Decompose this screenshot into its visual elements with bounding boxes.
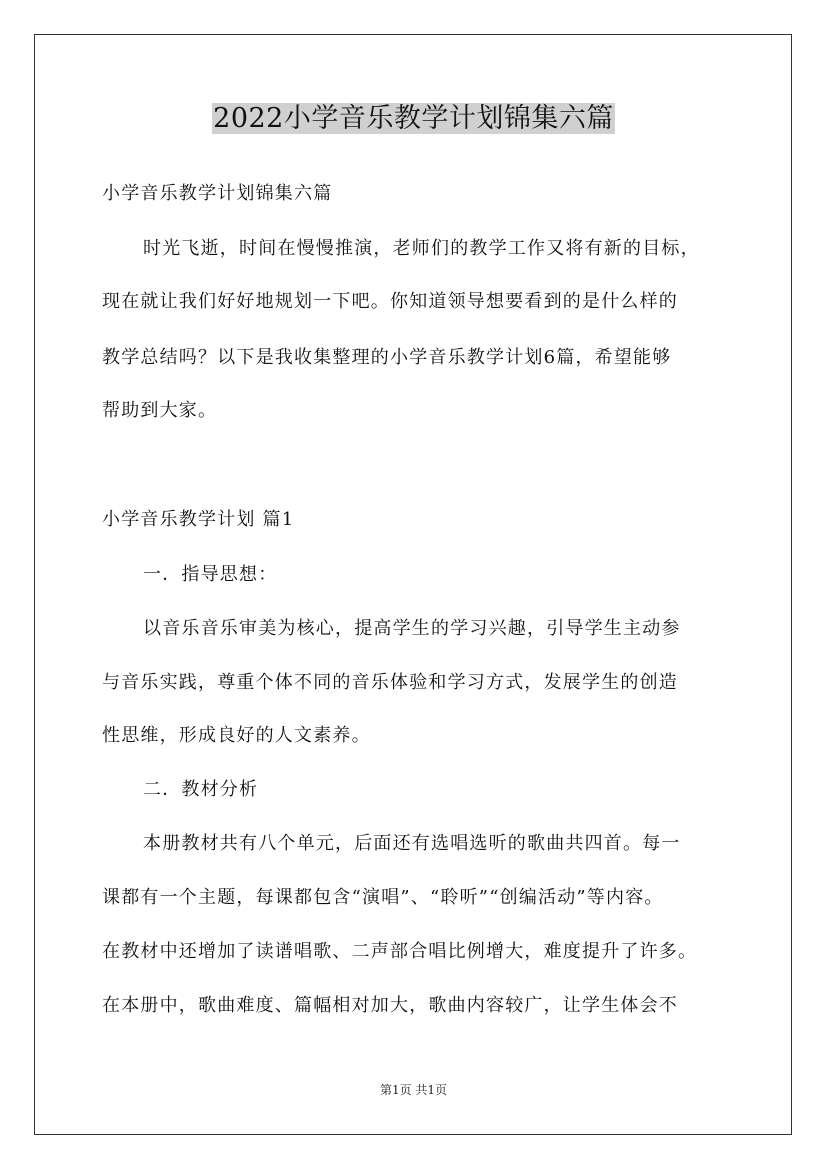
document-title: 2022小学音乐教学计划锦集六篇 xyxy=(213,103,614,134)
analysis-paragraph-line-4: 在本册中，歌曲难度、篇幅相对加大，歌曲内容较广，让学生体会不 xyxy=(102,995,678,1016)
analysis-paragraph-line-2: 课都有一个主题，每课都包含“演唱”、“聆听”“创编活动”等内容。 xyxy=(102,887,664,908)
ideology-paragraph-line-3: 性思维，形成良好的人文素养。 xyxy=(102,725,371,746)
intro-paragraph-line-1: 时光飞逝，时间在慢慢推演，老师们的教学工作又将有新的目标， xyxy=(143,238,700,259)
intro-paragraph-line-3: 教学总结吗？以下是我收集整理的小学音乐教学计划6篇，希望能够 xyxy=(102,347,672,368)
heading-textbook-analysis: 二．教材分析 xyxy=(143,779,259,800)
section-heading-plan-1: 小学音乐教学计划 篇1 xyxy=(102,509,295,530)
page-number-footer: 第1页 共1页 xyxy=(379,1083,448,1097)
heading-guiding-ideology: 一．指导思想： xyxy=(143,564,278,585)
analysis-paragraph-line-1: 本册教材共有八个单元，后面还有选唱选听的歌曲共四首。每一 xyxy=(143,833,681,854)
ideology-paragraph-line-2: 与音乐实践，尊重个体不同的音乐体验和学习方式，发展学生的创造 xyxy=(102,672,678,693)
ideology-paragraph-line-1: 以音乐音乐审美为核心，提高学生的学习兴趣，引导学生主动参 xyxy=(143,618,681,639)
intro-paragraph-line-4: 帮助到大家。 xyxy=(102,400,218,421)
analysis-paragraph-line-3: 在教材中还增加了读谱唱歌、二声部合唱比例增大，难度提升了许多。 xyxy=(102,941,698,962)
intro-paragraph-line-2: 现在就让我们好好地规划一下吧。你知道领导想要看到的是什么样的 xyxy=(102,291,678,312)
subtitle-line: 小学音乐教学计划锦集六篇 xyxy=(102,183,333,204)
